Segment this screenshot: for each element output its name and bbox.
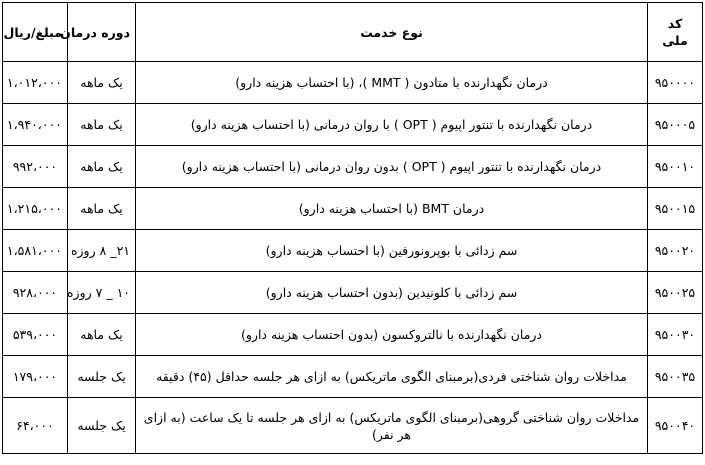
header-code: کد ملی bbox=[648, 3, 703, 62]
cell-duration: یک ماهه bbox=[68, 62, 136, 104]
table-row bbox=[3, 230, 703, 272]
table-row bbox=[3, 314, 703, 356]
cell-duration: یک جلسه bbox=[68, 356, 136, 398]
cell-service: سم زدائی با بوپرونورفین (با احتساب هزینه دارو) bbox=[136, 230, 648, 272]
cell-duration: یک ماهه bbox=[68, 104, 136, 146]
cell-service: درمان BMT (با احتساب هزینه دارو) bbox=[136, 188, 648, 230]
cell-price: ۱۷۹،۰۰۰ bbox=[3, 356, 68, 398]
table-row bbox=[3, 146, 703, 188]
cell-code: ۹۵۰۰۴۰ bbox=[648, 398, 703, 454]
cell-code: ۹۵۰۰۰۰ bbox=[648, 62, 703, 104]
cell-price: ۱،۲۱۵،۰۰۰ bbox=[3, 188, 68, 230]
cell-price: ۱،۵۸۱،۰۰۰ bbox=[3, 230, 68, 272]
cell-duration: ۱۰ _ ۷ روزه bbox=[68, 272, 136, 314]
table-row bbox=[3, 272, 703, 314]
header-price: مبلغ/ریال bbox=[3, 3, 68, 62]
cell-service: درمان نگهدارنده با متادون ( MMT )، (با احتساب هزینه دارو) bbox=[136, 62, 648, 104]
cell-service: درمان نگهدارنده با نالتروکسون (بدون احتساب هزینه دارو) bbox=[136, 314, 648, 356]
cell-code: ۹۵۰۰۰۵ bbox=[648, 104, 703, 146]
cell-service: درمان نگهدارنده با تنتور اپیوم ( OPT ) بدون روان درمانی (با احتساب هزینه دارو) bbox=[136, 146, 648, 188]
cell-duration: یک ماهه bbox=[68, 314, 136, 356]
cell-service: درمان نگهدارنده با تنتور اپیوم ( OPT ) با روان درمانی (با احتساب هزینه دارو) bbox=[136, 104, 648, 146]
cell-service: مداخلات روان شناختی فردی(برمبنای الگوی ماتریکس) به ازای هر جلسه حداقل (۴۵) دقیقه bbox=[136, 356, 648, 398]
table-row bbox=[3, 104, 703, 146]
cell-price: ۶۴،۰۰۰ bbox=[3, 398, 68, 454]
cell-duration: ۲۱_ ۸ روزه bbox=[68, 230, 136, 272]
table-row bbox=[3, 356, 703, 398]
cell-service: سم زدائی با کلونیدین (بدون احتساب هزینه دارو) bbox=[136, 272, 648, 314]
cell-duration: یک ماهه bbox=[68, 188, 136, 230]
tariff-table bbox=[2, 2, 703, 454]
cell-code: ۹۵۰۰۱۰ bbox=[648, 146, 703, 188]
cell-code: ۹۵۰۰۳۰ bbox=[648, 314, 703, 356]
cell-price: ۱،۹۴۰،۰۰۰ bbox=[3, 104, 68, 146]
cell-price: ۵۳۹،۰۰۰ bbox=[3, 314, 68, 356]
cell-service: مداخلات روان شناختی گروهی(برمبنای الگوی ماتریکس) به ازای هر جلسه تا یک ساعت (به ازای هر نفر) bbox=[136, 398, 648, 454]
header-service: نوع خدمت bbox=[136, 3, 648, 62]
cell-duration: یک جلسه bbox=[68, 398, 136, 454]
header-duration: دوره درمان bbox=[68, 3, 136, 62]
cell-code: ۹۵۰۰۲۵ bbox=[648, 272, 703, 314]
cell-code: ۹۵۰۰۱۵ bbox=[648, 188, 703, 230]
table-row bbox=[3, 62, 703, 104]
cell-code: ۹۵۰۰۳۵ bbox=[648, 356, 703, 398]
table-row bbox=[3, 398, 703, 454]
cell-price: ۹۹۲،۰۰۰ bbox=[3, 146, 68, 188]
header-row bbox=[3, 3, 703, 62]
cell-duration: یک ماهه bbox=[68, 146, 136, 188]
cell-price: ۱،۰۱۲،۰۰۰ bbox=[3, 62, 68, 104]
table-row bbox=[3, 188, 703, 230]
cell-price: ۹۲۸،۰۰۰ bbox=[3, 272, 68, 314]
cell-code: ۹۵۰۰۲۰ bbox=[648, 230, 703, 272]
